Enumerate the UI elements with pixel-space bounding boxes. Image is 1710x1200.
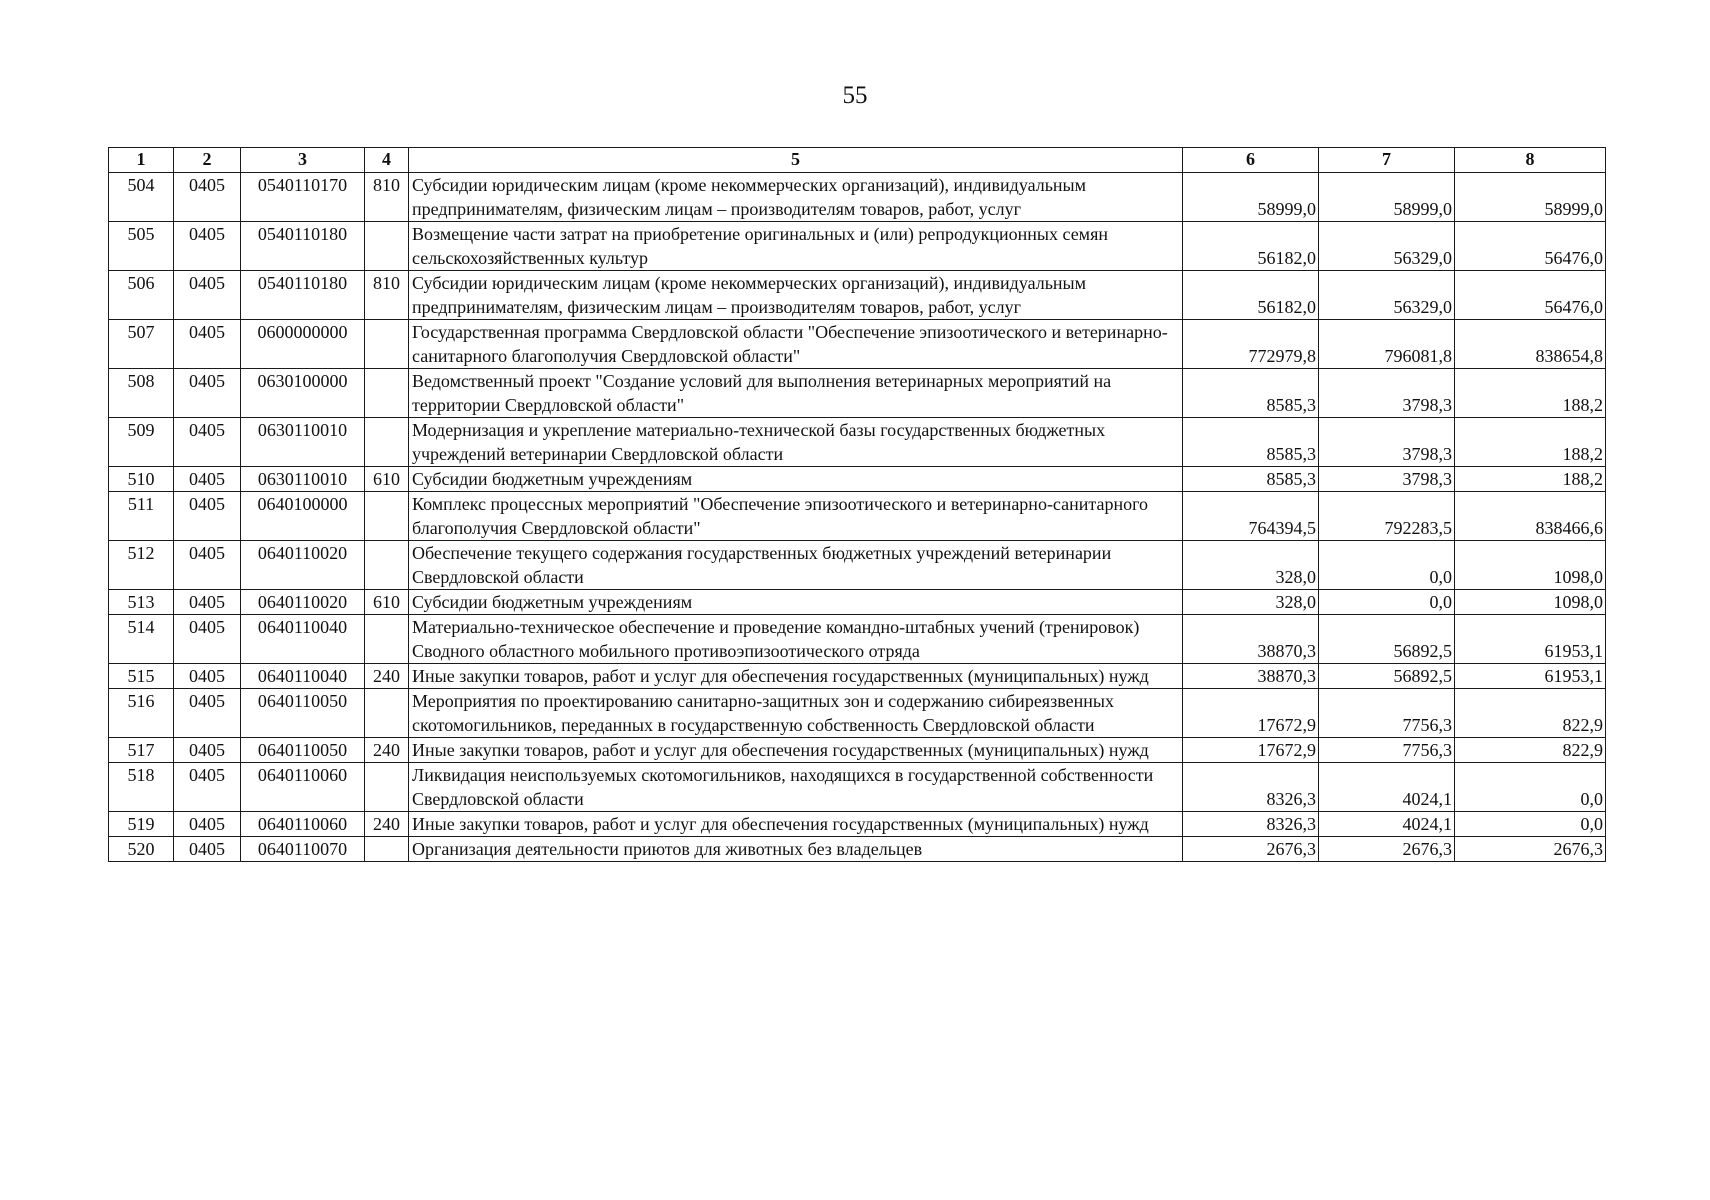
amount-col-6: 328,0 [1183,590,1319,615]
section-code: 0405 [174,173,241,222]
section-code: 0405 [174,738,241,763]
item-name: Субсидии бюджетным учреждениям [409,590,1183,615]
page-number: 55 [842,82,868,109]
row-number: 509 [109,418,174,467]
expense-type-code [365,492,409,541]
header-cell-4: 4 [365,148,409,173]
amount-col-8: 61953,1 [1455,615,1606,664]
expense-type-code: 240 [365,738,409,763]
expense-type-code: 610 [365,590,409,615]
header-cell-3: 3 [241,148,365,173]
amount-col-6: 2676,3 [1183,837,1319,862]
expense-type-code [365,763,409,812]
table-row [109,615,1606,664]
row-number: 516 [109,689,174,738]
table-row [109,812,1606,837]
row-number: 507 [109,320,174,369]
section-code: 0405 [174,541,241,590]
expense-type-code [365,615,409,664]
amount-col-7: 56329,0 [1319,271,1455,320]
item-name: Иные закупки товаров, работ и услуг для обеспечения государственных (муниципальных) нужд [409,738,1183,763]
table-row [109,763,1606,812]
table-row [109,738,1606,763]
amount-col-8: 56476,0 [1455,222,1606,271]
row-number: 505 [109,222,174,271]
item-name: Обеспечение текущего содержания государственных бюджетных учреждений ветеринарии Свердловской области [409,541,1183,590]
amount-col-6: 56182,0 [1183,222,1319,271]
header-cell-5: 5 [409,148,1183,173]
amount-col-8: 1098,0 [1455,541,1606,590]
header-row [109,148,1606,173]
amount-col-7: 56892,5 [1319,664,1455,689]
section-code: 0405 [174,590,241,615]
section-code: 0405 [174,763,241,812]
amount-col-8: 822,9 [1455,689,1606,738]
row-number: 515 [109,664,174,689]
amount-col-6: 17672,9 [1183,689,1319,738]
row-number: 506 [109,271,174,320]
amount-col-6: 764394,5 [1183,492,1319,541]
target-article-code: 0540110180 [241,222,365,271]
table-row [109,492,1606,541]
section-code: 0405 [174,222,241,271]
amount-col-8: 58999,0 [1455,173,1606,222]
amount-col-6: 17672,9 [1183,738,1319,763]
amount-col-8: 838654,8 [1455,320,1606,369]
expense-type-code [365,689,409,738]
table-row [109,418,1606,467]
amount-col-8: 838466,6 [1455,492,1606,541]
amount-col-6: 328,0 [1183,541,1319,590]
target-article-code: 0640110050 [241,738,365,763]
item-name: Субсидии бюджетным учреждениям [409,467,1183,492]
amount-col-6: 8326,3 [1183,812,1319,837]
row-number: 520 [109,837,174,862]
expense-type-code [365,418,409,467]
section-code: 0405 [174,615,241,664]
target-article-code: 0640110070 [241,837,365,862]
table-row [109,173,1606,222]
item-name: Ведомственный проект "Создание условий для выполнения ветеринарных мероприятий на территории Свердловской области" [409,369,1183,418]
expense-type-code [365,320,409,369]
target-article-code: 0600000000 [241,320,365,369]
item-name: Возмещение части затрат на приобретение оригинальных и (или) репродукционных семян сельскохозяйственных культур [409,222,1183,271]
section-code: 0405 [174,689,241,738]
amount-col-7: 3798,3 [1319,418,1455,467]
amount-col-7: 796081,8 [1319,320,1455,369]
section-code: 0405 [174,418,241,467]
row-number: 508 [109,369,174,418]
amount-col-8: 188,2 [1455,418,1606,467]
item-name: Комплекс процессных мероприятий "Обеспечение эпизоотического и ветеринарно-санитарного благополучия Свердловской области" [409,492,1183,541]
target-article-code: 0640100000 [241,492,365,541]
table-row [109,222,1606,271]
target-article-code: 0640110040 [241,664,365,689]
section-code: 0405 [174,271,241,320]
amount-col-7: 56329,0 [1319,222,1455,271]
amount-col-8: 188,2 [1455,369,1606,418]
item-name: Организация деятельности приютов для животных без владельцев [409,837,1183,862]
expense-type-code: 810 [365,173,409,222]
expense-type-code [365,222,409,271]
amount-col-7: 7756,3 [1319,738,1455,763]
item-name: Государственная программа Свердловской области "Обеспечение эпизоотического и ветеринарно-санитарного благополучия Свердловской области" [409,320,1183,369]
amount-col-8: 2676,3 [1455,837,1606,862]
section-code: 0405 [174,492,241,541]
row-number: 517 [109,738,174,763]
item-name: Модернизация и укрепление материально-технической базы государственных бюджетных учреждений ветеринарии Свердловской области [409,418,1183,467]
amount-col-6: 8585,3 [1183,467,1319,492]
amount-col-7: 3798,3 [1319,369,1455,418]
target-article-code: 0640110020 [241,541,365,590]
amount-col-6: 8326,3 [1183,763,1319,812]
amount-col-7: 2676,3 [1319,837,1455,862]
section-code: 0405 [174,467,241,492]
amount-col-6: 56182,0 [1183,271,1319,320]
target-article-code: 0540110180 [241,271,365,320]
amount-col-6: 58999,0 [1183,173,1319,222]
amount-col-7: 7756,3 [1319,689,1455,738]
amount-col-7: 58999,0 [1319,173,1455,222]
amount-col-7: 792283,5 [1319,492,1455,541]
expense-type-code [365,541,409,590]
target-article-code: 0640110050 [241,689,365,738]
table-row [109,590,1606,615]
row-number: 512 [109,541,174,590]
row-number: 513 [109,590,174,615]
expense-type-code [365,837,409,862]
target-article-code: 0640110060 [241,812,365,837]
row-number: 510 [109,467,174,492]
item-name: Материально-техническое обеспечение и проведение командно-штабных учений (тренировок) Сводного областного мобильного противоэпизоотического отряда [409,615,1183,664]
section-code: 0405 [174,837,241,862]
amount-col-7: 4024,1 [1319,763,1455,812]
amount-col-7: 0,0 [1319,590,1455,615]
row-number: 519 [109,812,174,837]
table-row [109,837,1606,862]
header-cell-2: 2 [174,148,241,173]
item-name: Субсидии юридическим лицам (кроме некоммерческих организаций), индивидуальным предпринимателям, физическим лицам – производителям товаров, работ, услуг [409,173,1183,222]
table-row [109,320,1606,369]
amount-col-6: 38870,3 [1183,664,1319,689]
amount-col-6: 772979,8 [1183,320,1319,369]
row-number: 518 [109,763,174,812]
amount-col-7: 4024,1 [1319,812,1455,837]
table-row [109,689,1606,738]
expense-type-code: 240 [365,812,409,837]
amount-col-6: 8585,3 [1183,369,1319,418]
amount-col-8: 0,0 [1455,812,1606,837]
table-row [109,467,1606,492]
amount-col-7: 3798,3 [1319,467,1455,492]
amount-col-8: 61953,1 [1455,664,1606,689]
target-article-code: 0640110060 [241,763,365,812]
target-article-code: 0630100000 [241,369,365,418]
item-name: Иные закупки товаров, работ и услуг для обеспечения государственных (муниципальных) нужд [409,812,1183,837]
item-name: Мероприятия по проектированию санитарно-защитных зон и содержанию сибиреязвенных скотомогильников, переданных в государственную собственность Свердловской области [409,689,1183,738]
section-code: 0405 [174,369,241,418]
target-article-code: 0630110010 [241,418,365,467]
row-number: 504 [109,173,174,222]
row-number: 511 [109,492,174,541]
amount-col-8: 188,2 [1455,467,1606,492]
expense-type-code: 240 [365,664,409,689]
section-code: 0405 [174,320,241,369]
amount-col-8: 56476,0 [1455,271,1606,320]
target-article-code: 0630110010 [241,467,365,492]
header-cell-6: 6 [1183,148,1319,173]
item-name: Ликвидация неиспользуемых скотомогильников, находящихся в государственной собственности Свердловской области [409,763,1183,812]
target-article-code: 0540110170 [241,173,365,222]
header-cell-8: 8 [1455,148,1606,173]
expense-type-code: 610 [365,467,409,492]
header-cell-1: 1 [109,148,174,173]
amount-col-7: 56892,5 [1319,615,1455,664]
item-name: Иные закупки товаров, работ и услуг для обеспечения государственных (муниципальных) нужд [409,664,1183,689]
table-row [109,369,1606,418]
table-row [109,664,1606,689]
amount-col-6: 8585,3 [1183,418,1319,467]
section-code: 0405 [174,664,241,689]
amount-col-8: 822,9 [1455,738,1606,763]
table-row [109,541,1606,590]
expense-type-code: 810 [365,271,409,320]
target-article-code: 0640110040 [241,615,365,664]
expense-type-code [365,369,409,418]
budget-table [108,147,1606,862]
header-cell-7: 7 [1319,148,1455,173]
table-row [109,271,1606,320]
row-number: 514 [109,615,174,664]
amount-col-7: 0,0 [1319,541,1455,590]
target-article-code: 0640110020 [241,590,365,615]
amount-col-8: 0,0 [1455,763,1606,812]
item-name: Субсидии юридическим лицам (кроме некоммерческих организаций), индивидуальным предпринимателям, физическим лицам – производителям товаров, работ, услуг [409,271,1183,320]
amount-col-6: 38870,3 [1183,615,1319,664]
amount-col-8: 1098,0 [1455,590,1606,615]
section-code: 0405 [174,812,241,837]
